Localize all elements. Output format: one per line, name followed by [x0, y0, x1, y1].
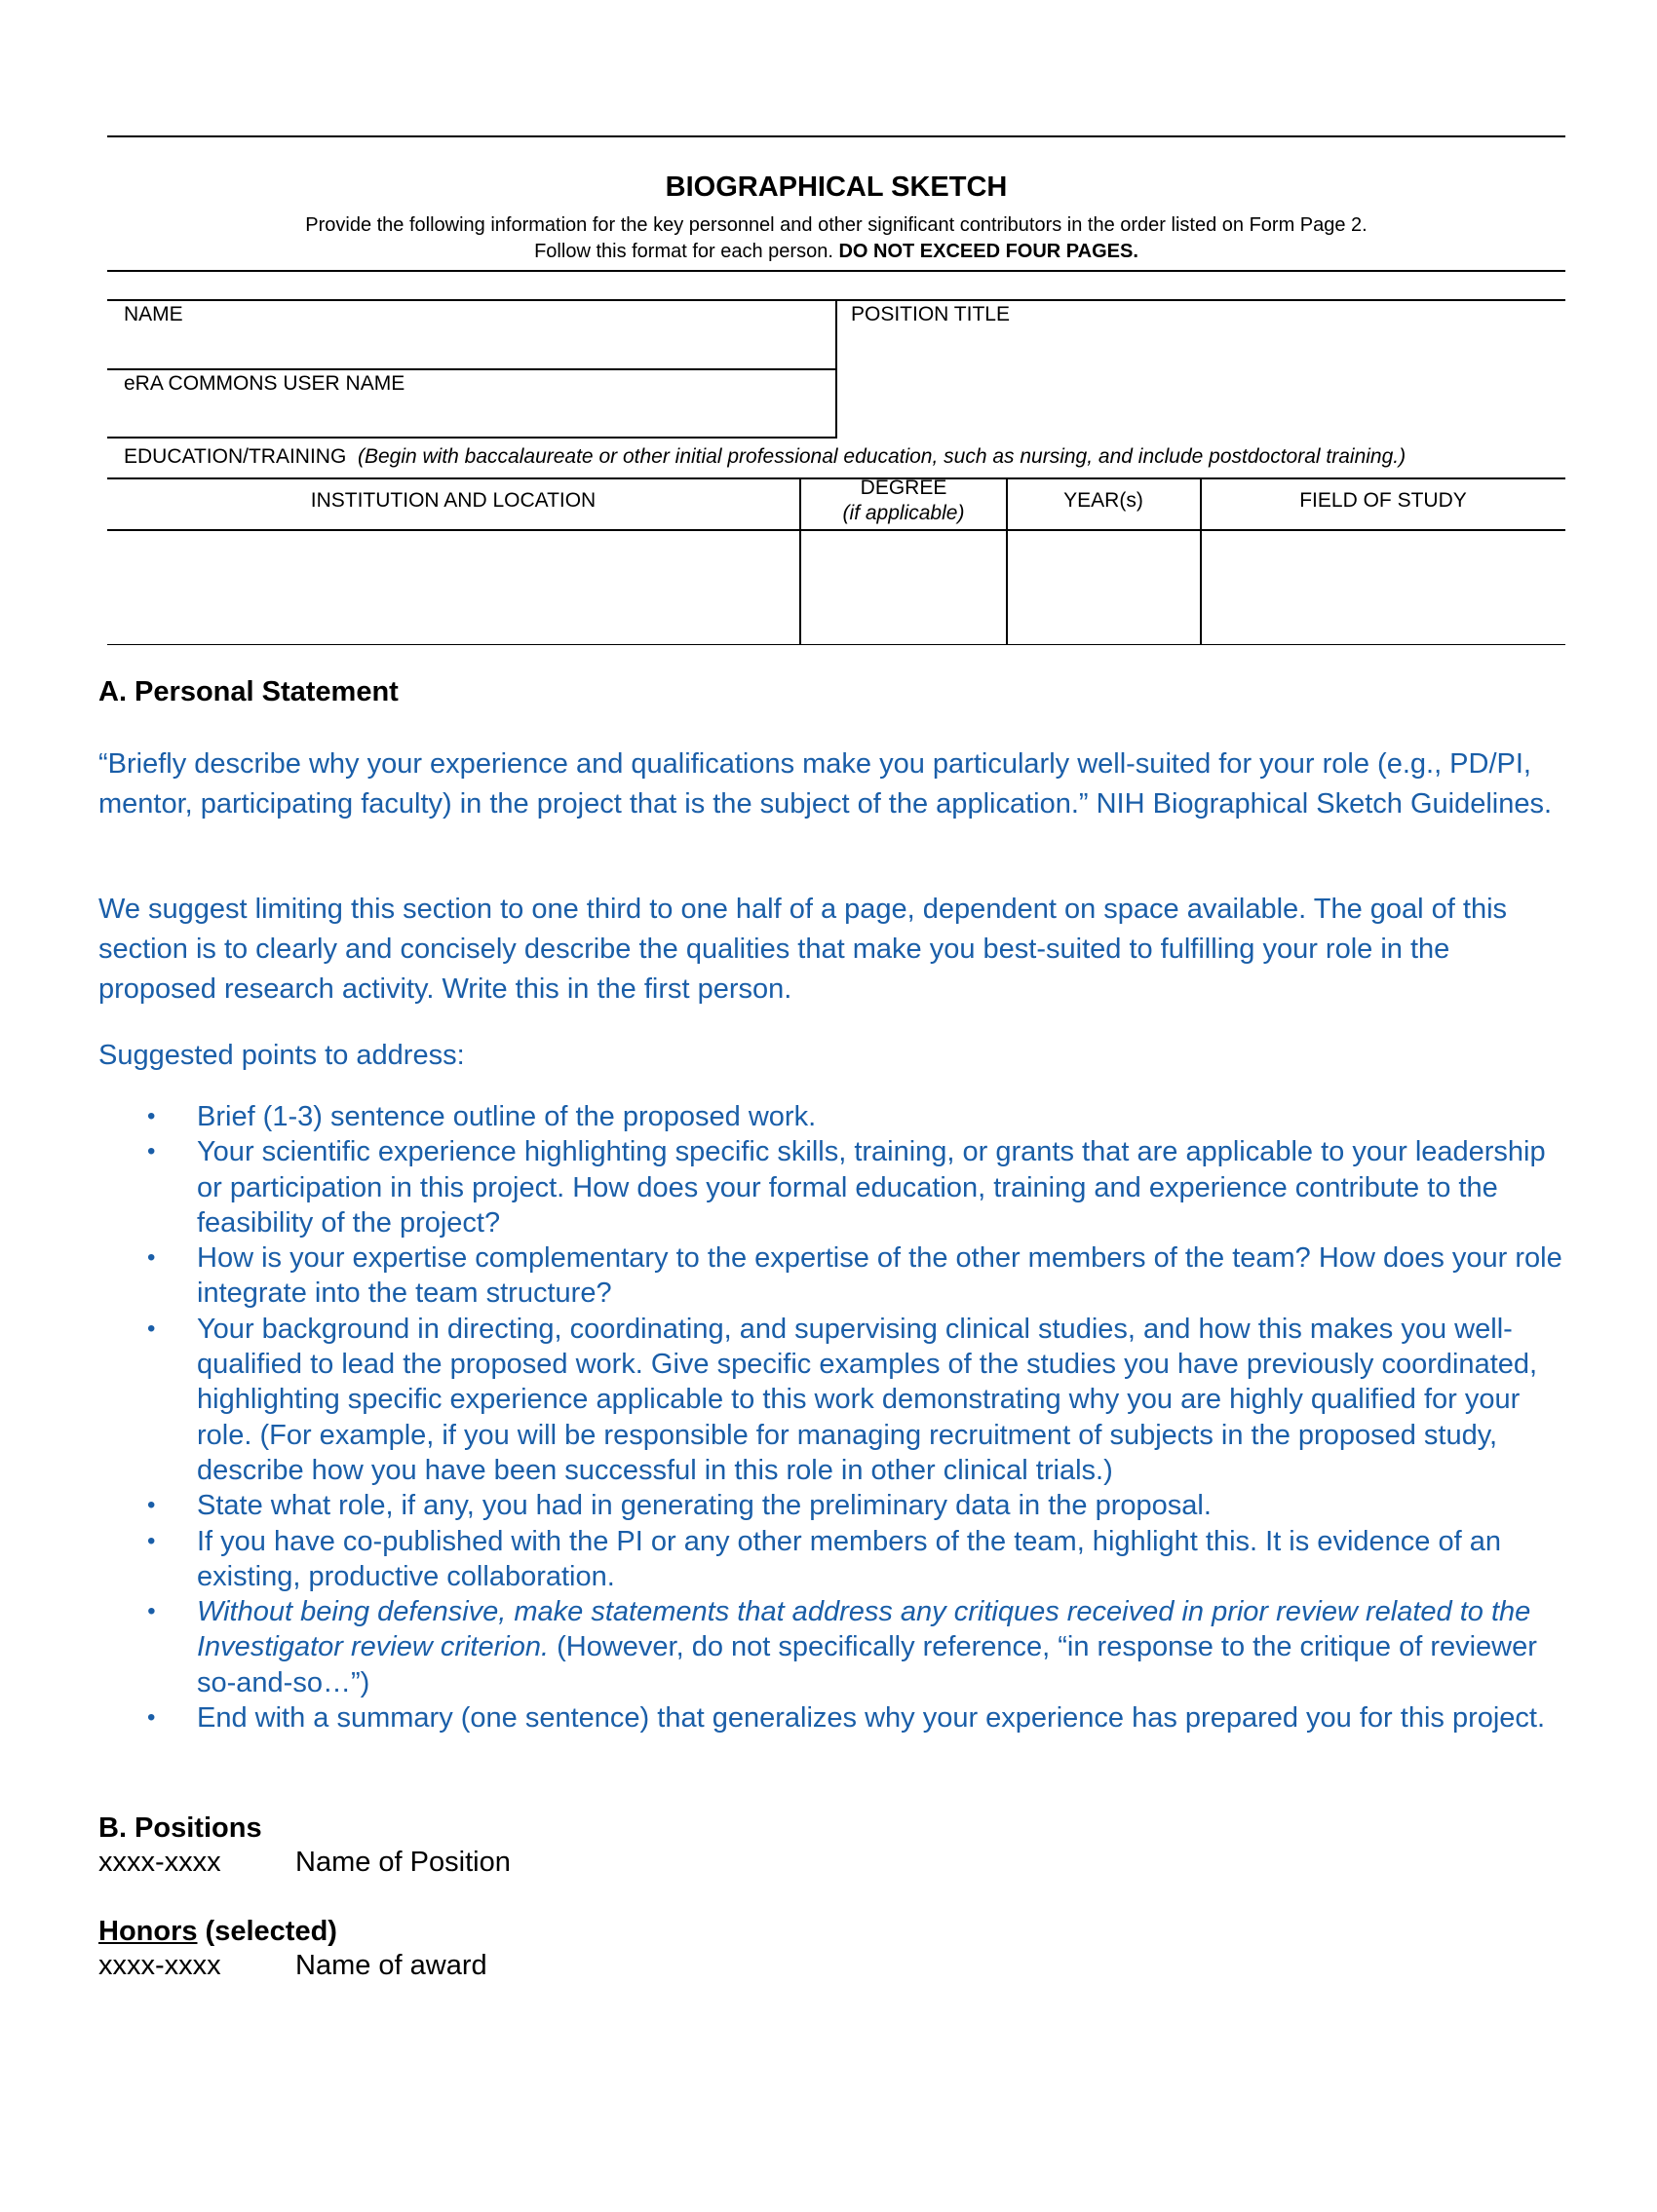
column-divider-3: [1200, 477, 1202, 645]
field-column-header: FIELD OF STUDY: [1299, 489, 1467, 512]
point-text: How is your expertise complementary to the expertise of the other members of the team? How does your role integrate into the team structure?: [197, 1242, 1562, 1310]
list-item: [98, 1700, 1570, 1735]
education-label-text: EDUCATION/TRAINING: [124, 445, 347, 468]
name-field[interactable]: [124, 327, 826, 366]
guidelines-quote: “Briefly describe why your experience and qualifications make you particularly well-suited for your role (e.g., PD/PI, mentor, participating faculty) in the project that is the subject of the application.” NIH Biographical Sketch Guidelines.: [98, 748, 1553, 820]
point-text: If you have co-published with the PI or any other members of the team, highlight this. It is evidence of an existing, productive collaboration.: [197, 1525, 1501, 1592]
length-suggestion: We suggest limiting this section to one third to one half of a page, dependent on space available. The goal of this section is to clearly and concisely describe the qualities that make you best-suited to fulfilling your role in the proposed research activity. Write this in the first person.: [98, 894, 1508, 1005]
degree-column-header: DEGREE: [860, 477, 947, 499]
point-text: (However, do not specifically reference, “in response to the critique of reviewer so-and-so…”): [197, 1631, 1537, 1698]
point-text: Your scientific experience highlighting specific skills, training, or grants that are applicable to your leadership or participation in this project. How does your formal education, training and experience contribute to the feasibility of the project?: [197, 1136, 1546, 1239]
point-text: Your background in directing, coordinating, and supervising clinical studies, and how this makes you well-qualified to lead the proposed work. Give specific examples of the studies you have previously coordinated, highlighting specific experience applicable to this work demonstrating why you are highly qualified for your role. (For example, if you will be responsible for managing recruitment of subjects in the proposed study, describe how you have been successful in this role in other clinical trials.): [197, 1313, 1538, 1486]
degree-column-note: (if applicable): [842, 502, 965, 524]
name-label: NAME: [124, 303, 183, 325]
position-name: Name of Position: [295, 1847, 511, 1878]
bullet-icon: •: [147, 1138, 156, 1165]
honors-heading-rest: (selected): [197, 1916, 337, 1947]
list-item: [98, 1312, 1570, 1488]
column-divider-1: [799, 477, 801, 645]
page-title: BIOGRAPHICAL SKETCH: [665, 172, 1008, 203]
position-years: xxxx-xxxx: [98, 1847, 221, 1878]
list-item: [98, 1240, 1570, 1312]
years-cell[interactable]: [1009, 532, 1198, 643]
years-column-header: YEAR(s): [1063, 489, 1143, 512]
bullet-icon: •: [147, 1527, 156, 1554]
education-label: [124, 445, 1406, 469]
column-divider-2: [1006, 477, 1008, 645]
bullet-icon: •: [147, 1244, 156, 1272]
list-item: [98, 1099, 1570, 1134]
field-cell[interactable]: [1203, 532, 1563, 643]
name-commons-divider: [107, 368, 836, 370]
header-rule: [107, 270, 1565, 272]
bullet-icon: •: [147, 1704, 156, 1732]
top-rule: [107, 135, 1565, 137]
personal-statement-heading: A. Personal Statement: [98, 676, 399, 707]
honor-name: Name of award: [295, 1950, 487, 1981]
position-title-label: POSITION TITLE: [851, 303, 1010, 325]
list-item: [98, 1134, 1570, 1240]
commons-field[interactable]: [124, 396, 826, 433]
education-note: (Begin with baccalaureate or other initial professional education, such as nursing, and include postdoctoral training.): [357, 445, 1407, 468]
positions-heading: B. Positions: [98, 1812, 262, 1844]
honors-heading: [98, 1916, 337, 1948]
point-text-italic: Without being defensive, make statements that address any critiques received in prior review related to the Investigator review criterion.: [197, 1596, 1531, 1663]
point-text: Brief (1-3) sentence outline of the proposed work.: [197, 1101, 817, 1132]
list-item: [98, 1594, 1570, 1700]
degree-cell[interactable]: [802, 532, 1004, 643]
suggested-points-list: [98, 1099, 1570, 1735]
instruction-line-2-text: Follow this format for each person.: [534, 241, 839, 262]
commons-label: eRA COMMONS USER NAME: [124, 372, 405, 395]
institution-cell[interactable]: [109, 532, 797, 643]
points-intro: Suggested points to address:: [98, 1040, 465, 1071]
honor-years: xxxx-xxxx: [98, 1950, 221, 1981]
bullet-icon: •: [147, 1315, 156, 1342]
point-text: State what role, if any, you had in generating the preliminary data in the proposal.: [197, 1490, 1212, 1522]
institution-column-header: INSTITUTION AND LOCATION: [310, 489, 597, 512]
bullet-icon: •: [147, 1103, 156, 1129]
bullet-icon: •: [147, 1598, 156, 1625]
instruction-line-2: [107, 239, 1565, 264]
point-text: End with a summary (one sentence) that generalizes why your experience has prepared you for this project.: [197, 1702, 1546, 1735]
instruction-line-1: Provide the following information for the key personnel and other significant contributors in the order listed on Form Page 2.: [305, 214, 1368, 236]
education-table-bottom-rule: [107, 644, 1565, 645]
education-header-rule: [107, 529, 1565, 531]
commons-bottom-rule: [107, 437, 836, 439]
list-item: [98, 1488, 1570, 1523]
list-item: [98, 1524, 1570, 1595]
bullet-icon: •: [147, 1492, 156, 1519]
page-limit-warning: DO NOT EXCEED FOUR PAGES.: [838, 241, 1138, 262]
honors-heading-underlined: Honors: [98, 1916, 198, 1947]
position-title-field[interactable]: [851, 327, 1553, 425]
